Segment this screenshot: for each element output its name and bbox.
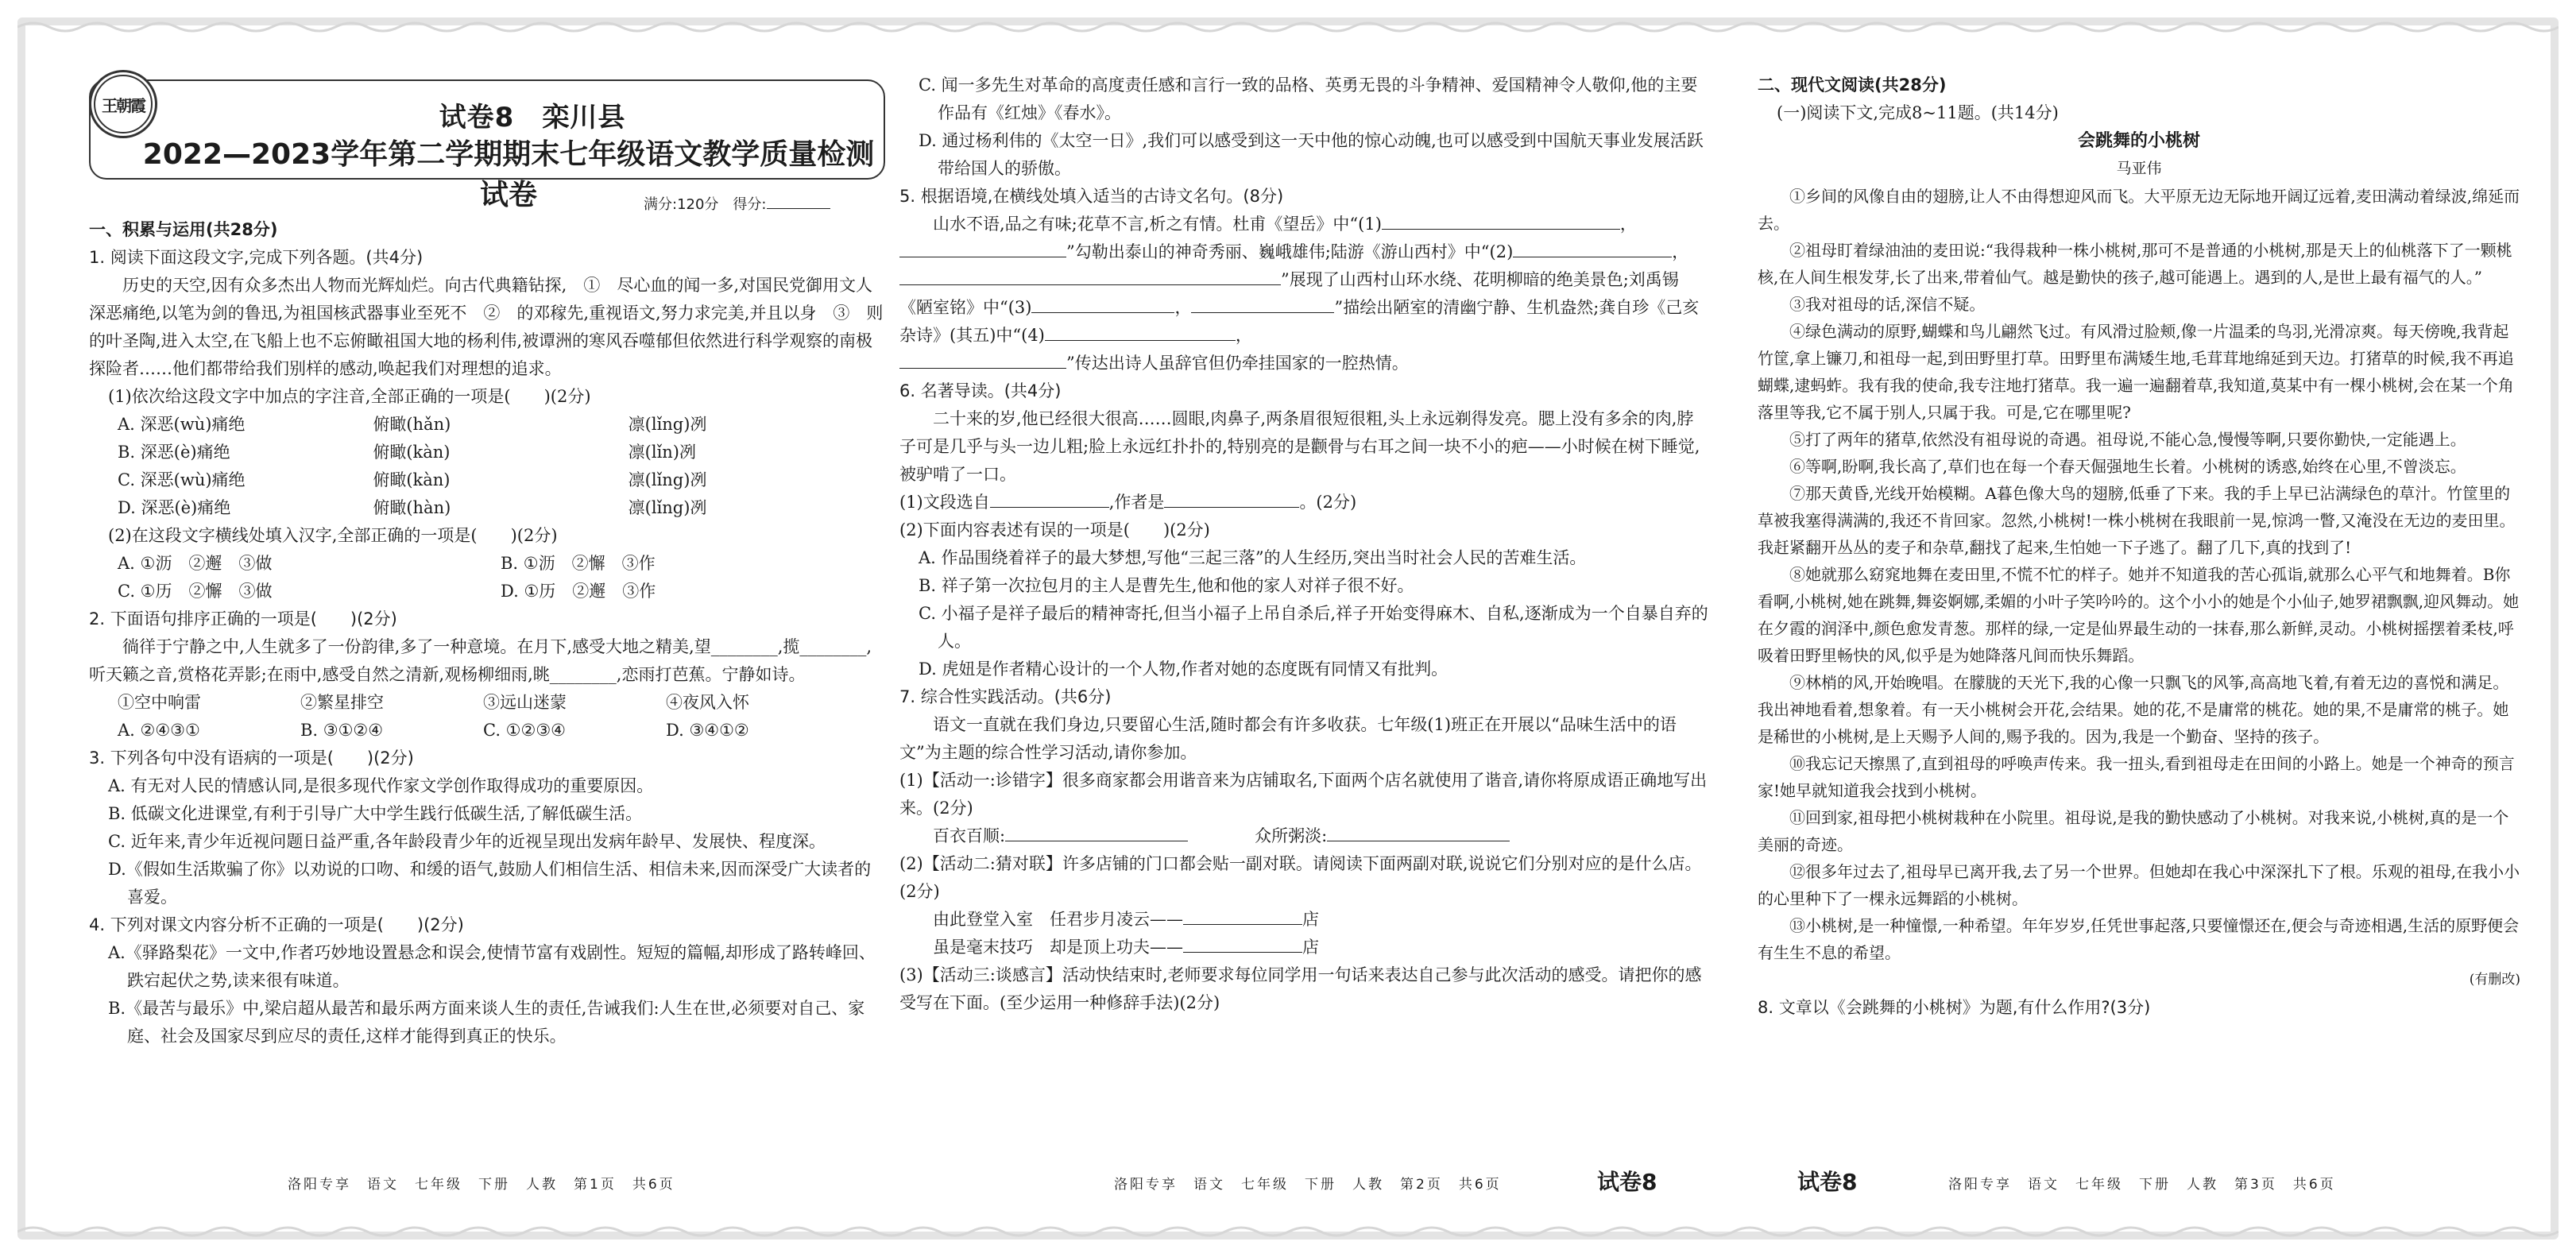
article-para: ⑦那天黄昏,光线开始模糊。A暮色像大鸟的翅膀,低垂了下来。我的手上早已沾满绿色的草汁。竹筐里的草被我塞得满满的,我还不肯回家。忽然,小桃树!一株小桃树在我眼前一晃,惊鸿一瞥,又淹没在无边的麦田里。我赶紧翻开丛丛的麦子和杂草,翻找了起来,生怕她一下子逃了。翻了几下,真的找到了! [1758,484,2516,557]
q1-sub2-option-b[interactable]: B. ①沥 ②懈 ③作 [501,554,656,573]
exam-title: 试卷8 栾川县 [439,102,626,133]
q5-line2-text: ”勾勒出泰山的神奇秀丽、巍峨雄伟;陆游《游山西村》中“(2) [1066,242,1514,261]
q1-sub1-c-3: 凛(lǐng)冽 [628,470,707,489]
q3-option-c[interactable]: C. 近年来,青少年近视问题日益严重,各年龄段青少年的近视呈现出发病年龄早、发展快、程度深。 [108,832,826,851]
score-line [644,191,830,214]
q7-couplet2 [899,934,1710,961]
q5-line5-text: ”传达出诗人虽辞官但仍牵挂国家的一腔热情。 [1066,354,1409,373]
q1-sub1-b-3: 凛(lǐn)冽 [628,443,696,462]
q5-blank-2b[interactable] [899,267,1281,285]
article-para: ⑬小桃树,是一种憧憬,一种希望。年年岁岁,任凭世事起落,只要憧憬还在,便会与奇迹相遇,生活的原野便会有生生不息的希望。 [1758,916,2520,962]
q5-line1: 山水不语,品之有味;花草不言,析之有情。杜甫《望岳》中“(1) ， [899,211,1710,238]
q7-couplet1-blank[interactable] [1183,907,1302,925]
q7-couplet1-text: 由此登堂入室 任君步月凌云—— [933,910,1183,929]
q5-blank-1b[interactable] [899,239,1066,257]
article-author: 马亚伟 [2116,160,2162,177]
article-title: 会跳舞的小桃树 [2077,131,2200,151]
q5-line3-text: ”展现了山西村山环水绕、花明柳暗的绝美景色;刘禹锡 [1281,270,1679,289]
section2-heading: 二、现代文阅读(共28分) [1758,75,1947,95]
q2-items [89,689,884,717]
q3-option-b[interactable]: B. 低碳文化进课堂,有利于引导广大中学生践行低碳生活,了解低碳生活。 [108,804,643,823]
q5-blank-4b[interactable] [899,350,1066,369]
q1-sub1-option-c[interactable] [89,466,884,494]
part1-instruction: (一)阅读下文,完成8~11题。(共14分) [1777,103,2059,122]
page3-column [1758,72,2520,1022]
q4-stem: 4. 下列对课文内容分析不正确的一项是( )(2分) [89,915,464,934]
q5-stem: 5. 根据语境,在横线处填入适当的古诗文名句。(8分) [899,187,1284,206]
q1-sub1-option-d[interactable] [89,494,884,522]
q6-book-blank[interactable] [990,489,1109,508]
q6-option-d[interactable]: D. 虎妞是作者精心设计的一个人物,作者对她的态度既有同情又有批判。 [919,659,1449,679]
article-para: ⑩我忘记天擦黑了,直到祖母的呼唤声传来。我一扭头,看到祖母走在田间的小路上。她是一个神奇的预言家!她早就知道我会找到小桃树。 [1758,754,2515,800]
q7-activity1: (1)【活动一:诊错字】很多商家都会用谐音来为店铺取名,下面两个店名就使用了谐音,请你将原成语正确地写出来。(2分) [899,771,1708,818]
q1-sub1-a-2: 俯瞰(hǎn) [373,415,451,434]
q5-blank-2a[interactable] [1513,239,1672,257]
q1-sub1-d-2: 俯瞰(hàn) [373,498,451,517]
q1-passage: 历史的天空,因有众多杰出人物而光辉灿烂。向古代典籍钻探, ① 尽心血的闻一多,对国民党御用文人深恶痛绝,以笔为剑的鲁迅,为祖国核武器事业至死不 ② 的邓稼先,重视语文,努力求完美,并且以身 ③ 则的叶圣陶,进入太空,在飞船上也不忘俯瞰祖国大地的杨利伟,被谭洲的寒风吞噬郁但依然进行科学观察的南极探险者……他们都带给我们别样的感动,唤起我们对理想的追求。 [89,276,884,378]
q1-sub1-b-2: 俯瞰(kàn) [373,443,451,462]
q2-item-1: ①空中响雷 [118,693,201,712]
q3-option-d[interactable]: D.《假如生活欺骗了你》以劝说的口吻、和缓的语气,鼓励人们相信生活、相信未来,因而深受广大读者的喜爱。 [108,860,872,907]
exam-subtitle: 2022—2023学年第二学期期末七年级语文教学质量检测试卷 [142,138,875,211]
page2-column [899,72,1710,1017]
q7-couplet1 [899,906,1710,934]
page1-column [89,216,884,1050]
q1-sub2-option-c[interactable]: C. ①历 ②懈 ③做 [118,582,273,601]
q6-sub1-text-a: (1)文段选自 [899,493,990,512]
q7-activity2: (2)【活动二:猜对联】许多店铺的门口都会贴一副对联。请阅读下面两副对联,说说它们分别对应的是什么店。(2分) [899,854,1702,901]
q5-line2: ”勾勒出泰山的神奇秀丽、巍峨雄伟;陆游《游山西村》中“(2) ， [899,238,1710,266]
q7-activity3: (3)【活动三:谈感言】活动快结束时,老师要求每位同学用一句话来表达自己参与此次活动的感受。请把你的感受写在下面。(至少运用一种修辞手法)(2分) [899,965,1702,1012]
page3-footer: 洛阳专享 语文 七年级 下册 人教 第3页 共6页 [1948,1177,2336,1193]
q6-option-a[interactable]: A. 作品围绕着祥子的最大梦想,写他“三起三落”的人生经历,突出当时社会人民的苦难生活。 [919,548,1587,567]
publisher-logo [89,70,157,138]
article-para: ②祖母盯着绿油油的麦田说:“我得栽种一株小桃树,那可不是普通的小桃树,那是天上的仙桃落下了一颗桃核,在人间生根发芽,长了出来,带着仙气。越是勤快的孩子,越可能遇上。遇到的人,是世上最有福气的人。” [1758,241,2512,287]
q2-options [89,717,884,745]
q5-blank-3b[interactable] [1191,295,1334,313]
q1-sub1-d-1: D. 深恶(è)痛绝 [118,498,231,517]
article-note: (有删改) [2469,972,2520,988]
q2-passage: 徜徉于宁静之中,人生就多了一份韵律,多了一种意境。在月下,感受大地之精美,望________,揽________,听天籁之音,赏格花弄影;在雨中,感受自然之清新,观杨柳细雨,眺________,恋雨打芭蕉。宁静如诗。 [89,637,872,684]
q2-item-3: ③远山迷蒙 [483,693,567,712]
q5-line4-text-a: 《陋室铭》中“(3) [899,298,1032,317]
q5-line5 [899,350,1710,377]
q5-line4-text-b: ”描绘出陋室的清幽宁静、生机盎然;龚自珍《己亥杂诗》(其五)中“(4) [899,298,1700,345]
page3-paper-number: 试卷8 [1797,1169,1858,1195]
q1-sub1: (1)依次给这段文字中加点的字注音,全部正确的一项是( )(2分) [108,387,591,406]
page2-paper-number: 试卷8 [1597,1169,1657,1195]
q7-couplet1-suffix: 店 [1302,910,1319,929]
q7-shop1-label: 百衣百顺: [933,826,1006,845]
article-para: ④绿色满动的原野,蝴蝶和鸟儿翩然飞过。有风滑过脸颊,像一片温柔的鸟羽,光滑凉爽。每天傍晚,我背起竹筐,拿上镰刀,和祖母一起,到田野里打草。田野里布满矮生地,毛茸茸地绵延到天边。打猪草的时候,我不再追蝴蝶,逮蚂蚱。我有我的使命,我专注地打猪草。我一遍一遍翻着草,我知道,莫某中有一棵小桃树,会在某一个角落里等我,它不属于别人,只属于我。可是,它在哪里呢? [1758,322,2514,422]
q7-stem: 7. 综合性实践活动。(共6分) [899,687,1112,706]
q7-intro: 语文一直就在我们身边,只要留心生活,随时都会有许多收获。七年级(1)班正在开展以“品味生活中的语文”为主题的综合性学习活动,请你参加。 [899,715,1677,762]
q5-line1-text: 山水不语,品之有味;花草不言,析之有情。杜甫《望岳》中“(1) [933,215,1382,234]
q6-author-blank[interactable] [1164,489,1299,508]
q1-sub2-option-d[interactable]: D. ①历 ②邂 ③作 [501,582,656,601]
q6-stem: 6. 名著导读。(共4分) [899,381,1062,400]
q3-option-a[interactable]: A. 有无对人民的情感认同,是很多现代作家文学创作取得成功的重要原因。 [108,776,654,795]
q1-stem: 1. 阅读下面这段文字,完成下列各题。(共4分) [89,248,424,267]
score-label: 满分:120分 得分: [644,196,767,213]
q7-shop2-blank[interactable] [1327,823,1510,841]
q7-shops [899,822,1710,850]
article-para: ①乡间的风像自由的翅膀,让人不由得想迎风而飞。大平原无边无际地开阔辽远着,麦田满动着绿波,绵延而去。 [1758,187,2520,233]
q5-blank-3a[interactable] [1031,295,1174,313]
q6-sub1-text-c: 。(2分) [1299,493,1357,512]
q6-sub1 [899,489,1710,516]
q1-sub1-b-1: B. 深恶(è)痛绝 [118,443,230,462]
q1-sub1-option-a[interactable] [89,411,884,439]
q7-shop1-blank[interactable] [1005,823,1188,841]
q6-sub1-text-b: ,作者是 [1108,493,1165,512]
article-body [1758,183,2520,966]
q7-shop2-label: 众所粥淡: [1255,826,1328,845]
q5-line3 [899,266,1710,294]
page1-footer: 洛阳专享 语文 七年级 下册 人教 第1页 共6页 [288,1177,675,1193]
q2-item-4: ④夜风入怀 [666,693,749,712]
q6-option-c[interactable]: C. 小福子是祥子最后的精神寄托,但当小福子上吊自杀后,祥子开始变得麻木、自私,逐渐成为一个自暴自弃的人。 [919,604,1708,651]
article-para: ⑧她就那么窈窕地舞在麦田里,不慌不忙的样子。她并不知道我的苦心孤诣,就那么心平气和地舞着。B你看啊,小桃树,她在跳舞,舞姿婀娜,柔媚的小叶子笑吟吟的。这个小小的她是个小仙子,她罗裙飘飘,迎风舞动。她在夕霞的润泽中,颜色愈发青葱。那样的绿,一定是仙界最生动的一抹春,那么新鲜,灵动。小桃树摇摆着柔枝,呼吸着田野里畅快的风,似乎是为她降落凡间而快乐舞蹈。 [1758,565,2520,665]
q2-option-c[interactable]: C. ①②③④ [483,721,566,740]
q1-sub2-options-row1 [89,550,884,578]
article-para: ⑥等啊,盼啊,我长高了,草们也在每一个春天倔强地生长着。小桃树的诱惑,始终在心里,不曾淡忘。 [1789,457,2466,476]
q1-sub1-a-3: 凛(lǐng)冽 [628,415,707,434]
q1-sub1-option-b[interactable] [89,439,884,466]
q4-option-c[interactable]: C. 闻一多先生对革命的高度责任感和言行一致的品格、英勇无畏的斗争精神、爱国精神令人敬仰,他的主要作品有《红烛》《春水》。 [919,75,1698,122]
q1-sub1-d-3: 凛(lǐng)冽 [628,498,707,517]
q2-item-2: ②繁星排空 [300,693,384,712]
q6-option-b[interactable]: B. 祥子第一次拉包月的主人是曹先生,他和他的家人对祥子很不好。 [919,576,1414,595]
q1-sub1-c-2: 俯瞰(kàn) [373,470,451,489]
q7-couplet2-suffix: 店 [1302,938,1319,957]
q5-line4: 《陋室铭》中“(3) ， ”描绘出陋室的清幽宁静、生机盎然;龚自珍《己亥杂诗》(其五)中“(4) ， [899,294,1710,350]
q1-sub1-c-1: C. 深恶(wù)痛绝 [118,470,246,489]
q6-sub2: (2)下面内容表述有误的一项是( )(2分) [899,520,1210,540]
q1-sub1-a-1: A. 深恶(wù)痛绝 [118,415,246,434]
q5-blank-1a[interactable] [1382,211,1620,230]
article-para: ⑫很多年过去了,祖母早已离开我,去了另一个世界。但她却在我心中深深扎下了根。乐观的祖母,在我小小的心里种下了一棵永远舞蹈的小桃树。 [1758,862,2520,908]
q1-sub2-options-row2 [89,578,884,605]
q2-stem: 2. 下面语句排序正确的一项是( )(2分) [89,609,397,628]
q8-stem: 8. 文章以《会跳舞的小桃树》为题,有什么作用?(3分) [1758,998,2151,1017]
q3-stem: 3. 下列各句中没有语病的一项是( )(2分) [89,748,414,768]
article-para: ⑪回到家,祖母把小桃树栽种在小院里。祖母说,是我的勤快感动了小桃树。对我来说,小桃树,真的是一个美丽的奇迹。 [1758,808,2509,854]
q1-sub2: (2)在这段文字横线处填入汉字,全部正确的一项是( )(2分) [108,526,558,545]
q1-sub2-option-a[interactable]: A. ①沥 ②邂 ③做 [118,554,273,573]
q4-option-b[interactable]: B.《最苦与最乐》中,梁启超从最苦和最乐两方面来谈人生的责任,告诫我们:人生在世,必须要对自己、家庭、社会及国家尽到应尽的责任,这样才能得到真正的快乐。 [108,999,865,1046]
q7-couplet2-text: 虽是毫末技巧 却是顶上功夫—— [933,938,1183,957]
article-para: ⑤打了两年的猪草,依然没有祖母说的奇遇。祖母说,不能心急,慢慢等啊,只要你勤快,一定能遇上。 [1789,430,2466,449]
bottom-wave-border [17,1224,2559,1240]
article-para: ⑨林梢的风,开始晚唱。在朦胧的天光下,我的心像一只飘飞的风筝,高高地飞着,有着无边的喜悦和满足。我出神地看着,想象着。有一天小桃树会开花,会结果。她的花,不是庸常的桃花。她的果,不是庸常的桃子。她是稀世的小桃树,是上天赐予人间的,赐予我的。因为,我是一个勤奋、坚持的孩子。 [1758,673,2509,746]
q7-couplet2-blank[interactable] [1183,934,1302,953]
q5-blank-4a[interactable] [1045,323,1236,341]
q2-option-b[interactable]: B. ③①②④ [300,721,384,740]
section1-heading: 一、积累与运用(共28分) [89,220,278,239]
q2-option-a[interactable]: A. ②④③① [118,721,200,740]
q4-option-a[interactable]: A.《驿路梨花》一文中,作者巧妙地设置悬念和误会,使情节富有戏剧性。短短的篇幅,却形成了路转峰回、跌宕起伏之势,读来很有味道。 [108,943,876,990]
publisher-logo-text: 王朝霞 [94,75,153,133]
q6-passage: 二十来的岁,他已经很大很高……圆眼,肉鼻子,两条眉很短很粗,头上永远剃得发亮。腮上没有多余的肉,脖子可是几乎与头一边儿粗;脸上永远红扑扑的,特别亮的是颧骨与右耳之间一块不小的疤——小时候在树下睡觉,被驴啃了一口。 [899,409,1700,484]
article-para: ③我对祖母的话,深信不疑。 [1789,295,1986,314]
page2-footer: 洛阳专享 语文 七年级 下册 人教 第2页 共6页 [1114,1177,1502,1193]
q4-option-d[interactable]: D. 通过杨利伟的《太空一日》,我们可以感受到这一天中他的惊心动魄,也可以感受到中国航天事业发展活跃带给国人的骄傲。 [919,131,1704,178]
score-blank[interactable] [767,191,830,209]
top-wave-border [17,19,2559,35]
q2-option-d[interactable]: D. ③④①② [666,721,749,740]
